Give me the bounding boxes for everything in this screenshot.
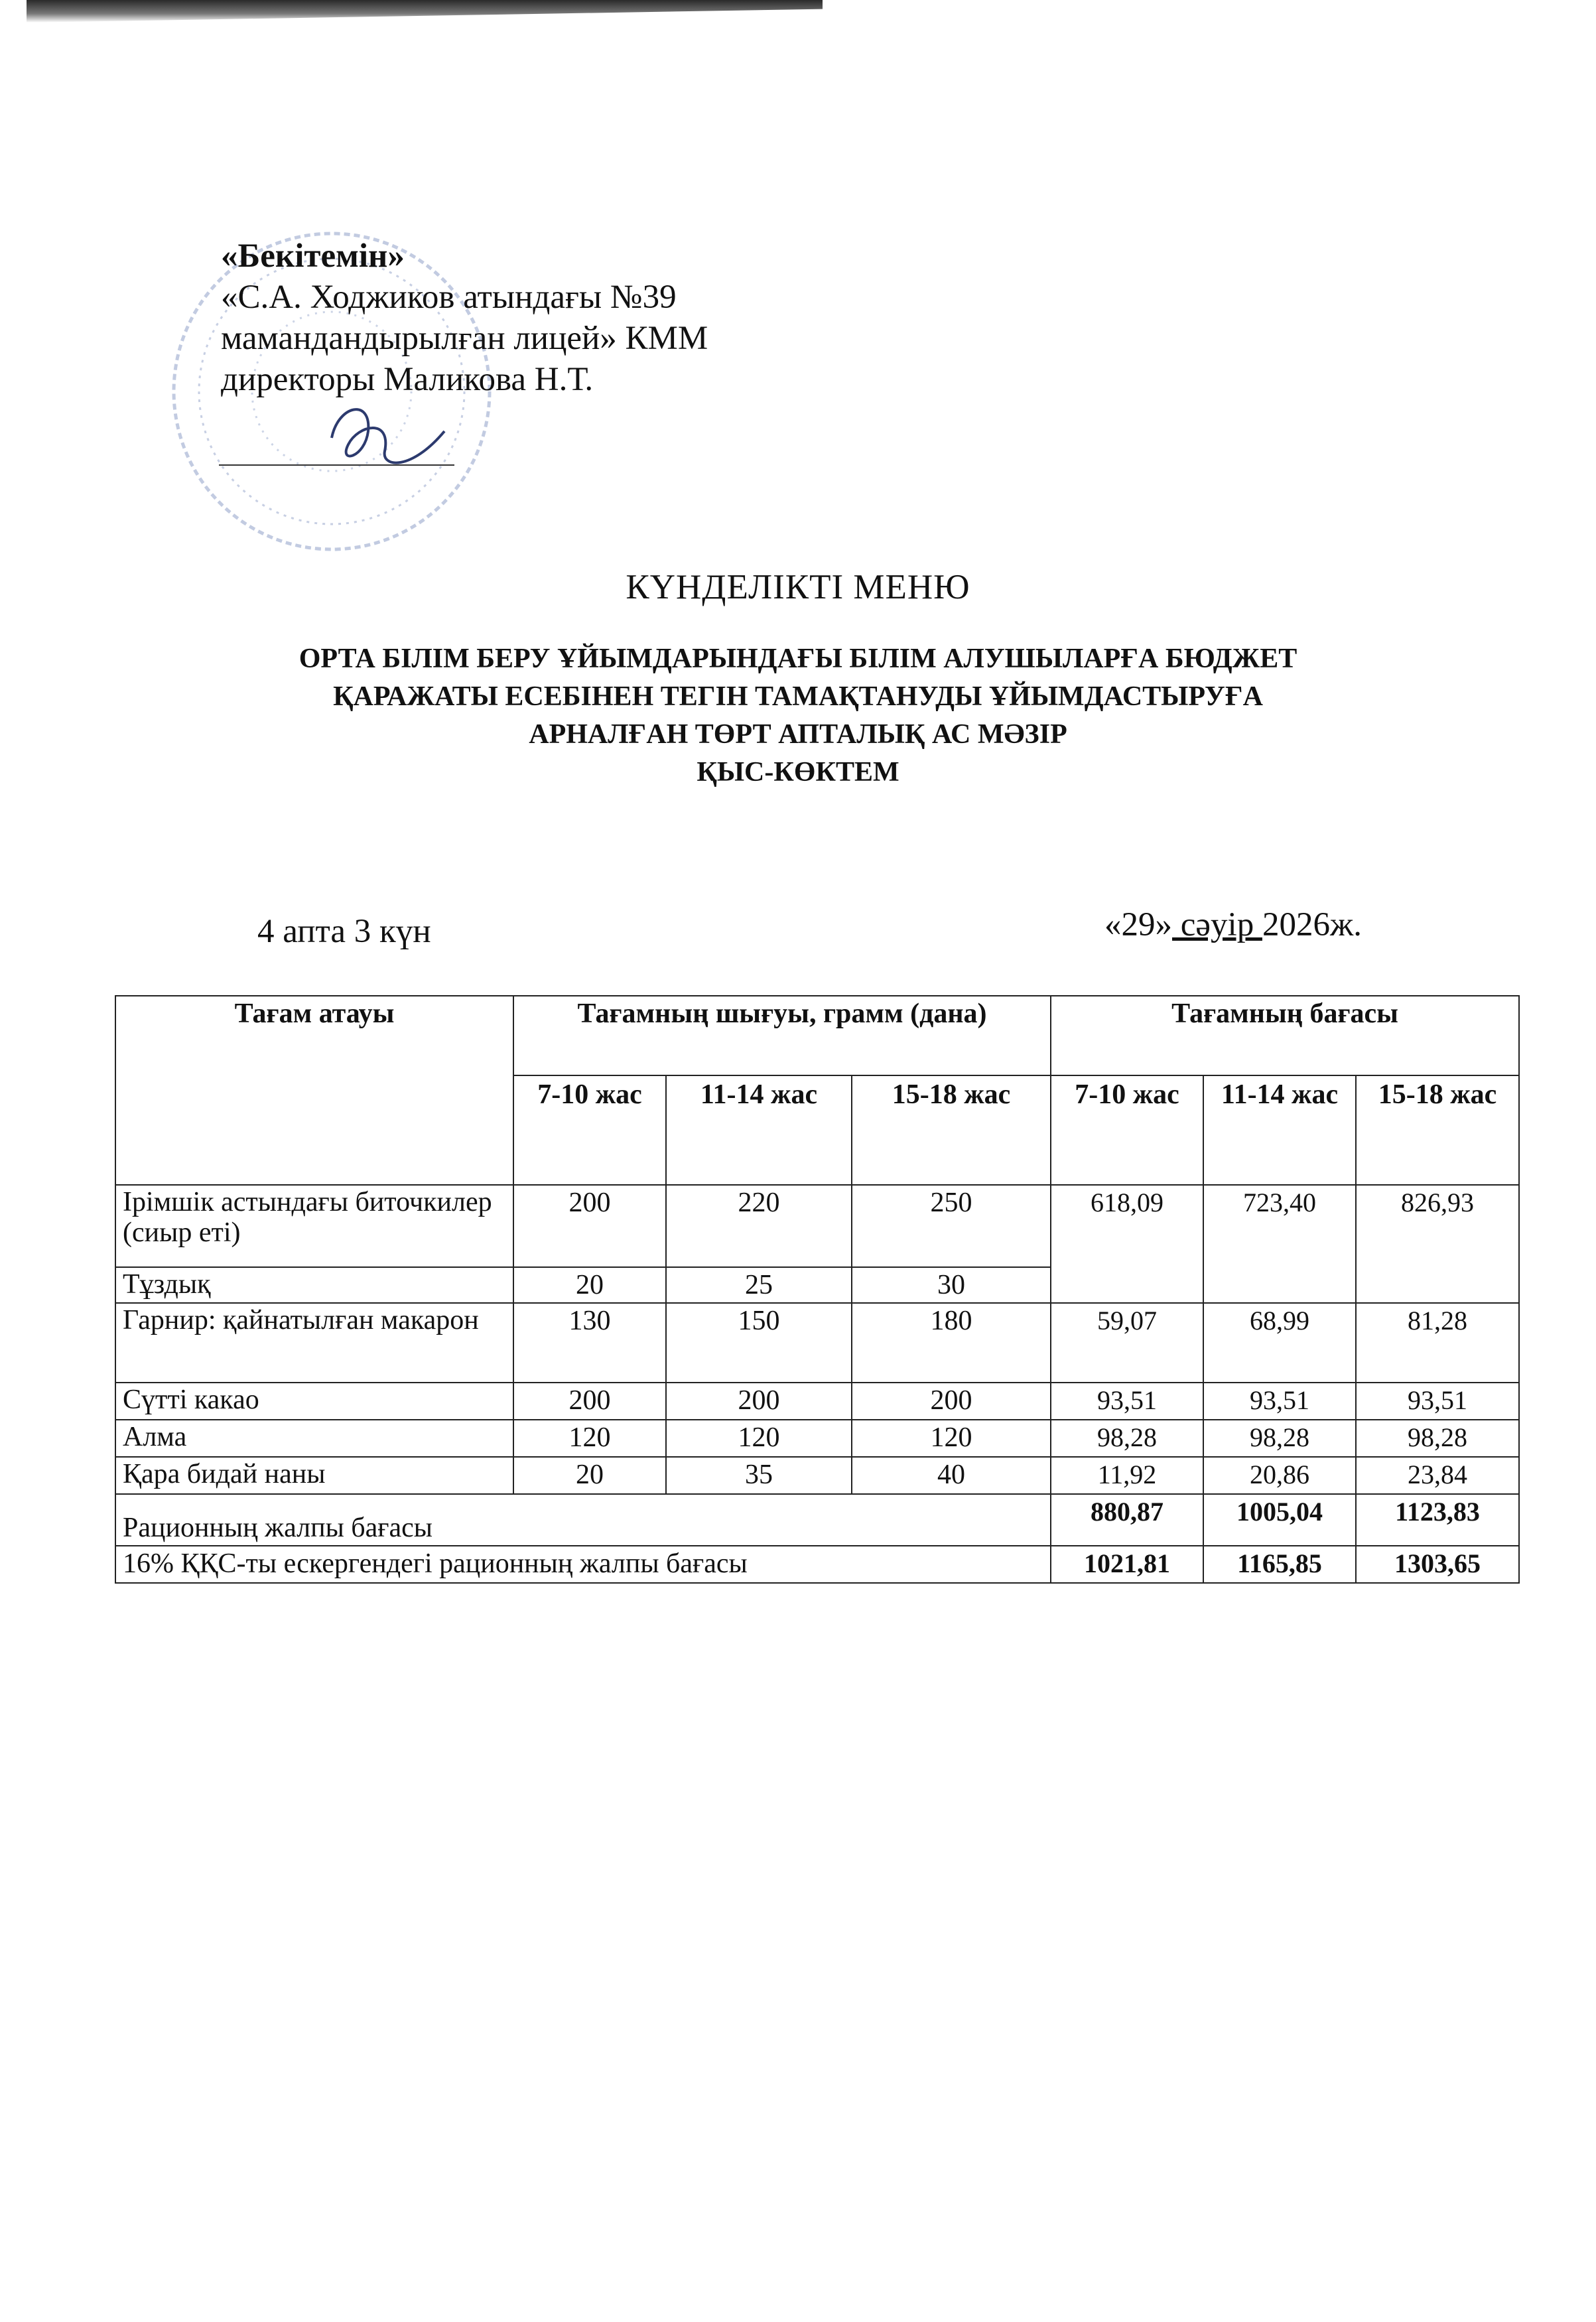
output-15-18: 40 (852, 1457, 1051, 1494)
total-price-11-14: 1005,04 (1203, 1494, 1356, 1546)
output-7-10: 20 (513, 1267, 666, 1303)
total-price-15-18: 1123,83 (1356, 1494, 1519, 1546)
price-7-10: 59,07 (1051, 1303, 1203, 1383)
page-title: КҮНДЕЛІКТІ МЕНЮ (626, 568, 970, 606)
output-7-10: 20 (513, 1457, 666, 1494)
table-row (115, 1383, 1519, 1420)
approval-heading: «Бекітемін» (221, 238, 405, 275)
price-11-14: 723,40 (1203, 1185, 1356, 1303)
price-11-14: 68,99 (1203, 1303, 1356, 1383)
price-7-10: 98,28 (1051, 1420, 1203, 1457)
table-row (115, 1185, 1519, 1267)
vat-total-price-11-14: 1165,85 (1203, 1546, 1356, 1583)
approval-line-3: директоры Маликова Н.Т. (221, 361, 594, 398)
price-11-14: 98,28 (1203, 1420, 1356, 1457)
date-year: 2026ж. (1262, 906, 1362, 943)
dish-name: Сүтті какао (115, 1383, 513, 1420)
menu-date (1104, 906, 1362, 944)
menu-table (115, 995, 1520, 1584)
subtitle-line-3: АРНАЛҒАН ТӨРТ АПТАЛЫҚ АС МӘЗІР (529, 719, 1067, 750)
dish-name: Ірімшік астындағы биточкилер (сиыр еті) (115, 1185, 513, 1267)
output-15-18: 180 (852, 1303, 1051, 1383)
vat-total-price-7-10: 1021,81 (1051, 1546, 1203, 1583)
output-11-14: 150 (666, 1303, 852, 1383)
output-15-18: 30 (852, 1267, 1051, 1303)
table-row (115, 1457, 1519, 1494)
header-output: Тағамның шығуы, грамм (дана) (513, 996, 1051, 1075)
output-11-14: 220 (666, 1185, 852, 1267)
header-price-age-11-14: 11-14 жас (1203, 1075, 1356, 1185)
subtitle-line-2: ҚАРАЖАТЫ ЕСЕБІНЕН ТЕГІН ТАМАҚТАНУДЫ ҰЙЫМДАСТЫРУҒА (333, 681, 1263, 712)
price-11-14: 20,86 (1203, 1457, 1356, 1494)
output-11-14: 25 (666, 1267, 852, 1303)
output-15-18: 120 (852, 1420, 1051, 1457)
total-price-7-10: 880,87 (1051, 1494, 1203, 1546)
dish-name: Тұздық (115, 1267, 513, 1303)
header-dish-name: Тағам атауы (115, 996, 513, 1185)
approval-line-1: «С.А. Ходжиков атындағы №39 (221, 279, 677, 316)
price-7-10: 93,51 (1051, 1383, 1203, 1420)
week-day-label: 4 апта 3 күн (257, 913, 431, 950)
total-row (115, 1494, 1519, 1546)
output-15-18: 200 (852, 1383, 1051, 1420)
subtitle-line-1: ОРТА БІЛІМ БЕРУ ҰЙЫМДАРЫНДАҒЫ БІЛІМ АЛУШЫЛАРҒА БЮДЖЕТ (299, 644, 1297, 674)
header-price-age-15-18: 15-18 жас (1356, 1075, 1519, 1185)
price-7-10: 618,09 (1051, 1185, 1203, 1303)
price-15-18: 23,84 (1356, 1457, 1519, 1494)
subtitle-line-4: ҚЫС-КӨКТЕМ (697, 757, 899, 787)
price-15-18: 826,93 (1356, 1185, 1519, 1303)
price-15-18: 81,28 (1356, 1303, 1519, 1383)
header-price: Тағамның бағасы (1051, 996, 1519, 1075)
date-month: сәуір (1172, 906, 1262, 943)
vat-total-price-15-18: 1303,65 (1356, 1546, 1519, 1583)
output-11-14: 200 (666, 1383, 852, 1420)
signature-line (219, 464, 454, 466)
vat-total-label: 16% ҚҚС-ты ескергендегі рационның жалпы бағасы (115, 1546, 1051, 1583)
dish-name: Алма (115, 1420, 513, 1457)
approval-block (221, 236, 708, 400)
price-15-18: 98,28 (1356, 1420, 1519, 1457)
price-7-10: 11,92 (1051, 1457, 1203, 1494)
header-output-age-11-14: 11-14 жас (666, 1075, 852, 1185)
page-subtitle (0, 640, 1596, 791)
dish-name: Гарнир: қайнатылған макарон (115, 1303, 513, 1383)
price-11-14: 93,51 (1203, 1383, 1356, 1420)
table-row (115, 1420, 1519, 1457)
output-7-10: 120 (513, 1420, 666, 1457)
output-7-10: 200 (513, 1185, 666, 1267)
header-output-age-15-18: 15-18 жас (852, 1075, 1051, 1185)
table-row (115, 1303, 1519, 1383)
date-day: «29» (1104, 906, 1172, 943)
header-price-age-7-10: 7-10 жас (1051, 1075, 1203, 1185)
output-15-18: 250 (852, 1185, 1051, 1267)
dish-name: Қара бидай наны (115, 1457, 513, 1494)
output-11-14: 120 (666, 1420, 852, 1457)
price-15-18: 93,51 (1356, 1383, 1519, 1420)
output-7-10: 200 (513, 1383, 666, 1420)
vat-total-row (115, 1546, 1519, 1583)
output-11-14: 35 (666, 1457, 852, 1494)
header-output-age-7-10: 7-10 жас (513, 1075, 666, 1185)
output-7-10: 130 (513, 1303, 666, 1383)
approval-line-2: мамандандырылған лицей» КММ (221, 320, 708, 357)
scan-edge-shadow (27, 0, 823, 23)
total-label: Рационның жалпы бағасы (115, 1494, 1051, 1546)
